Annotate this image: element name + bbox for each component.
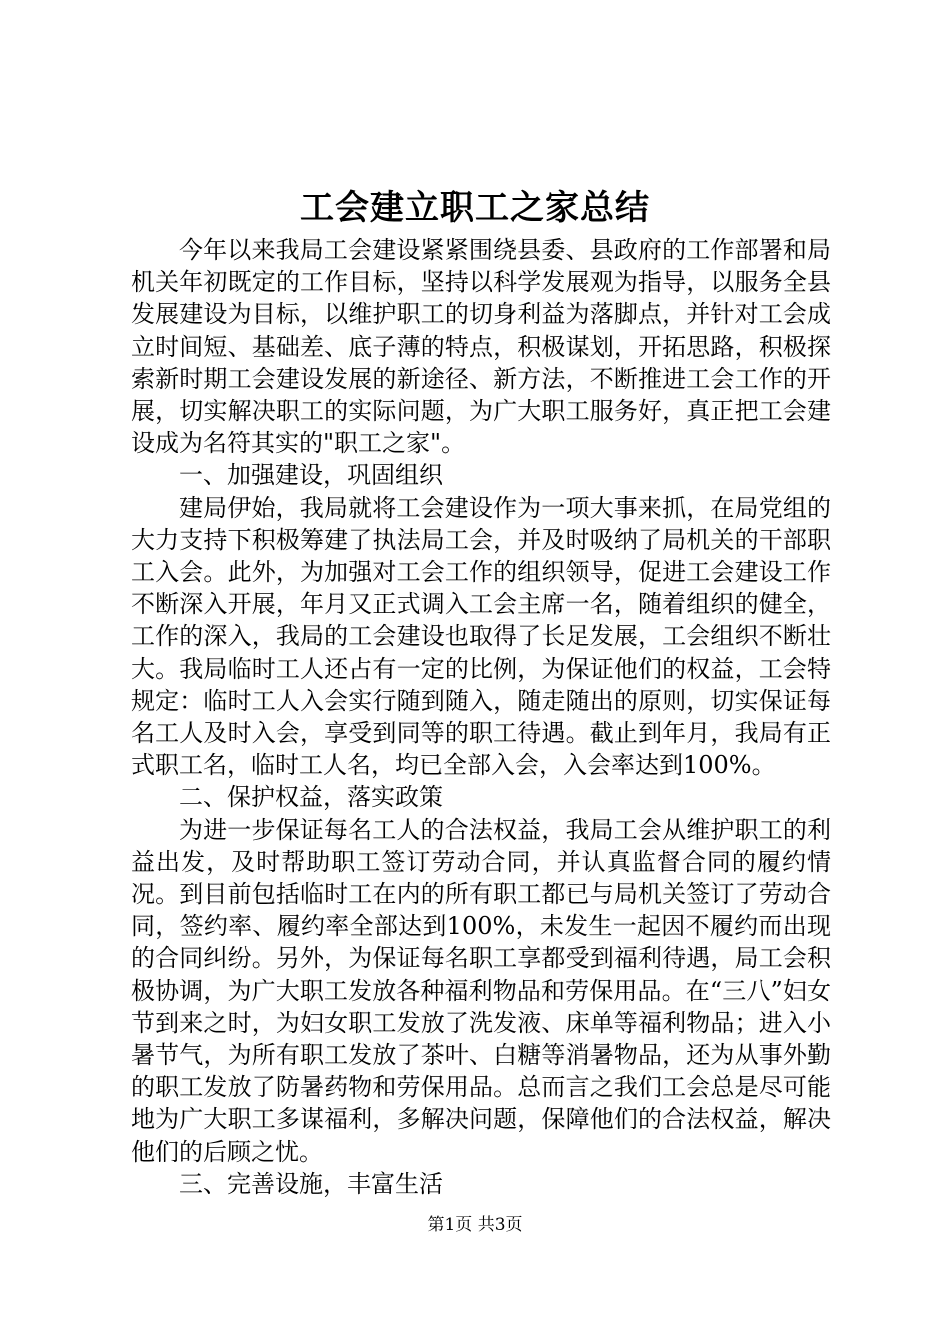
document-title: 工会建立职工之家总结 <box>300 188 650 228</box>
section-heading-2: 二、保护权益，落实政策 <box>179 783 443 812</box>
section-heading-3: 三、完善设施，丰富生活 <box>179 1169 443 1198</box>
document-body <box>131 234 831 1200</box>
intro-paragraph: 今年以来我局工会建设紧紧围绕县委、县政府的工作部署和局机关年初既定的工作目标，坚持以科学发展观为指导，以服务全县发展建设为目标，以维护职工的切身利益为落脚点，并针对工会成立时间短、基础差、底子薄的特点，积极谋划，开拓思路，积极探索新时期工会建设发展的新途径、新方法，不断推进工会工作的开展，切实解决职工的实际问题，为广大职工服务好，真正把工会建设成为名符其实的"职工之家"。 <box>131 236 831 458</box>
section-heading-1: 一、加强建设，巩固组织 <box>179 461 443 490</box>
page-number-footer: 第1页 共3页 <box>427 1215 523 1235</box>
section-1-paragraph: 建局伊始，我局就将工会建设作为一项大事来抓，在局党组的大力支持下积极筹建了执法局工会，并及时吸纳了局机关的干部职工入会。此外，为加强对工会工作的组织领导，促进工会建设工作不断深入开展，年月又正式调入工会主席一名，随着组织的健全，工作的深入，我局的工会建设也取得了长足发展，工会组织不断壮大。我局临时工人还占有一定的比例，为保证他们的权益，工会特规定：临时工人入会实行随到随入，随走随出的原则，切实保证每名工人及时入会，享受到同等的职工待遇。截止到年月，我局有正式职工名，临时工人名，均已全部入会，入会率达到100%。 <box>131 493 831 780</box>
section-2-paragraph: 为进一步保证每名工人的合法权益，我局工会从维护职工的利益出发，及时帮助职工签订劳动合同，并认真监督合同的履约情况。到目前包括临时工在内的所有职工都已与局机关签订了劳动合同，签约率、履约率全部达到100%，未发生一起因不履约而出现的合同纠纷。另外，为保证每名职工享都受到福利待遇，局工会积极协调，为广大职工发放各种福利物品和劳保用品。在“三八”妇女节到来之时，为妇女职工发放了洗发液、床单等福利物品；进入小暑节气，为所有职工发放了茶叶、白糖等消暑物品，还为从事外勤的职工发放了防暑药物和劳保用品。总而言之我们工会总是尽可能地为广大职工多谋福利，多解决问题，保障他们的合法权益，解决他们的后顾之忧。 <box>131 815 831 1166</box>
